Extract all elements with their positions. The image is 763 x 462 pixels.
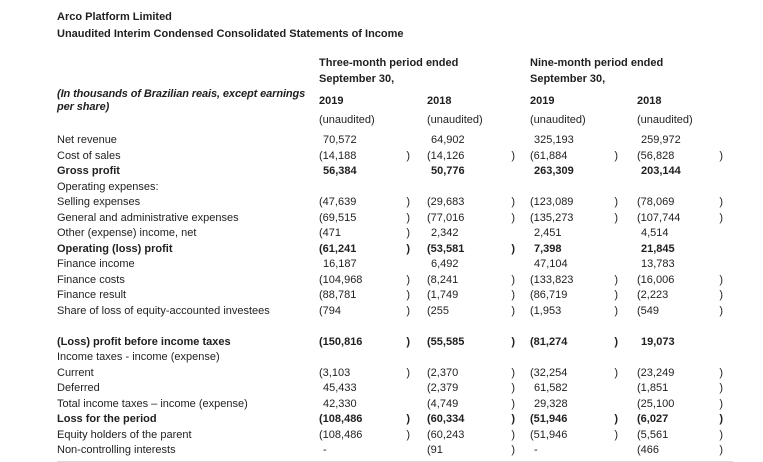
cell-value: (61,241 ) (319, 242, 410, 255)
cell-value: 21,845 (641, 242, 675, 255)
cell-value: - (534, 444, 538, 456)
table-row (57, 195, 733, 211)
cell-value: (255 ) (427, 304, 515, 317)
row-label (57, 319, 319, 335)
table-row (57, 428, 733, 444)
year-column-header: 2019 (319, 94, 344, 107)
cell-value: (133,823 ) (530, 273, 618, 286)
cell-value: 6,492 (431, 258, 459, 270)
row-label: Operating expenses: (57, 180, 159, 193)
cell-value: 13,783 (641, 258, 675, 270)
cell-value (427, 180, 530, 196)
cell-value (637, 319, 733, 335)
cell-value: (1,749 ) (427, 289, 515, 301)
row-label: Other (expense) income, net (57, 227, 197, 239)
cell-value (530, 319, 637, 335)
cell-value: 61,582 (534, 382, 568, 394)
cell-value: (47,639 ) (319, 196, 410, 208)
statement-title: Unaudited Interim Condensed Consolidated Statements of Income (57, 28, 404, 40)
cell-value: (69,515 ) (319, 211, 410, 224)
cell-value: 7,398 (534, 242, 562, 255)
cell-value: 263,309 (534, 165, 574, 177)
cell-value: 50,776 (431, 165, 465, 177)
unaudited-label: (unaudited) (530, 114, 586, 126)
cell-value (530, 180, 637, 196)
header-spacer (57, 56, 319, 87)
cell-value: 325,193 (534, 134, 574, 146)
cell-value: (107,744 ) (637, 211, 723, 224)
table-row (57, 412, 733, 428)
cell-value: (29,683 ) (427, 196, 515, 208)
cell-value: (81,274 ) (530, 335, 618, 348)
three-month-period-header: Three-month period ended September 30, (319, 57, 459, 85)
table-row (57, 443, 733, 459)
table-row (57, 397, 733, 413)
cell-value: (55,585 ) (427, 335, 515, 348)
year-column-header: 2018 (637, 94, 662, 107)
row-label: Finance result (57, 289, 127, 301)
table-row (57, 226, 733, 242)
cell-value: (25,100 ) (637, 397, 723, 410)
table-row (57, 335, 733, 351)
unaudited-label: (unaudited) (427, 114, 483, 126)
cell-value (427, 319, 530, 335)
cell-value: (86,719 ) (530, 289, 618, 301)
cell-value: (794 ) (319, 304, 410, 317)
row-label: Finance income (57, 258, 135, 270)
cell-value: (1,953 ) (530, 304, 618, 317)
row-label: Cost of sales (57, 149, 121, 162)
row-label: (Loss) profit before income taxes (57, 335, 231, 348)
cell-value (319, 180, 427, 196)
row-label: Total income taxes – income (expense) (57, 397, 248, 410)
row-label: Operating (loss) profit (57, 242, 173, 255)
table-row (57, 273, 733, 289)
cell-value: (108,486 ) (319, 413, 410, 425)
year-column-header: 2019 (530, 94, 555, 107)
cell-value: (32,254 ) (530, 366, 618, 379)
cell-value: (14,188 ) (319, 149, 410, 162)
cell-value: (53,581 ) (427, 242, 515, 255)
row-label: Finance costs (57, 273, 125, 286)
cell-value: - (323, 444, 327, 456)
row-label: Income taxes - income (expense) (57, 351, 220, 363)
period-group-header-row (57, 56, 733, 87)
bottom-divider (57, 461, 733, 462)
cell-value: 16,187 (323, 258, 357, 270)
table-row (57, 149, 733, 165)
cell-value: (56,828 ) (637, 149, 723, 162)
row-label: Selling expenses (57, 196, 141, 208)
row-label: Deferred (57, 382, 100, 394)
cell-value: 56,384 (323, 165, 357, 177)
cell-value: (8,241 ) (427, 273, 515, 286)
cell-value (530, 350, 637, 366)
row-label: Equity holders of the parent (57, 428, 192, 441)
cell-value: (2,223 ) (637, 289, 723, 301)
cell-value: (51,946 ) (530, 428, 618, 441)
cell-value (637, 350, 733, 366)
table-row (57, 288, 733, 304)
cell-value: 2,342 (431, 227, 459, 239)
unaudited-label: (unaudited) (637, 114, 693, 126)
cell-value: (23,249 ) (637, 366, 723, 379)
cell-value: (16,006 ) (637, 273, 723, 286)
table-row (57, 304, 733, 320)
cell-value: 45,433 (323, 382, 357, 394)
row-label: Non-controlling interests (57, 444, 176, 456)
row-label: General and administrative expenses (57, 211, 239, 224)
cell-value: 47,104 (534, 258, 568, 270)
cell-value: (466 ) (637, 444, 723, 456)
cell-value: 2,451 (534, 227, 562, 239)
cell-value: (78,069 ) (637, 196, 723, 208)
cell-value: (14,126 ) (427, 149, 515, 162)
cell-value: (135,273 ) (530, 211, 618, 224)
row-label: Current (57, 366, 94, 379)
cell-value: 19,073 (641, 335, 675, 348)
cell-value: (60,334 ) (427, 413, 515, 425)
cell-value: 29,328 (534, 397, 568, 410)
cell-value: (77,016 ) (427, 211, 515, 224)
cell-value: (2,379 ) (427, 382, 515, 394)
cell-value: (4,749 ) (427, 397, 515, 410)
unaudited-label: (unaudited) (319, 114, 375, 126)
year-header-row (57, 87, 733, 114)
table-row (57, 319, 733, 335)
cell-value: (471 ) (319, 227, 410, 239)
cell-value: 4,514 (641, 227, 669, 239)
table-row (57, 381, 733, 397)
cell-value: 259,972 (641, 134, 681, 146)
table-row (57, 257, 733, 273)
row-label: Share of loss of equity-accounted investees (57, 304, 270, 317)
row-label: Gross profit (57, 165, 120, 177)
row-label: Net revenue (57, 134, 117, 146)
cell-value: (91 ) (427, 444, 515, 456)
cell-value (319, 319, 427, 335)
cell-value: (108,486 ) (319, 428, 410, 441)
table-row (57, 164, 733, 180)
cell-value: (549 ) (637, 304, 723, 317)
cell-value: (88,781 ) (319, 289, 410, 301)
table-row (57, 180, 733, 196)
cell-value: (150,816 ) (319, 335, 410, 348)
table-row (57, 366, 733, 382)
cell-value: (2,370 ) (427, 366, 515, 379)
row-label: Loss for the period (57, 413, 157, 425)
cell-value: (3,103 ) (319, 366, 410, 379)
cell-value: (61,884 ) (530, 149, 618, 162)
company-name: Arco Platform Limited (57, 11, 172, 23)
cell-value: (104,968 ) (319, 273, 410, 286)
table-row (57, 350, 733, 366)
cell-value: 203,144 (641, 165, 681, 177)
cell-value (427, 350, 530, 366)
unaudited-header-row (57, 114, 733, 133)
year-column-header: 2018 (427, 94, 452, 107)
cell-value (637, 180, 733, 196)
table-row (57, 211, 733, 227)
cell-value: 70,572 (323, 134, 357, 146)
cell-value: 42,330 (323, 397, 357, 410)
table-row (57, 242, 733, 258)
table-row (57, 133, 733, 149)
cell-value: 64,902 (431, 134, 465, 146)
cell-value: (5,561 ) (637, 428, 723, 441)
cell-value: (51,946 ) (530, 413, 618, 425)
cell-value (319, 350, 427, 366)
nine-month-period-header: Nine-month period ended September 30, (530, 57, 664, 85)
cell-value: (123,089 ) (530, 196, 618, 208)
cell-value: (6,027 ) (637, 413, 723, 425)
cell-value: (60,243 ) (427, 428, 515, 441)
units-note: (In thousands of Brazilian reais, except earnings per share) (57, 87, 306, 113)
statement-rows (57, 133, 733, 459)
cell-value: (1,851 ) (637, 382, 723, 394)
